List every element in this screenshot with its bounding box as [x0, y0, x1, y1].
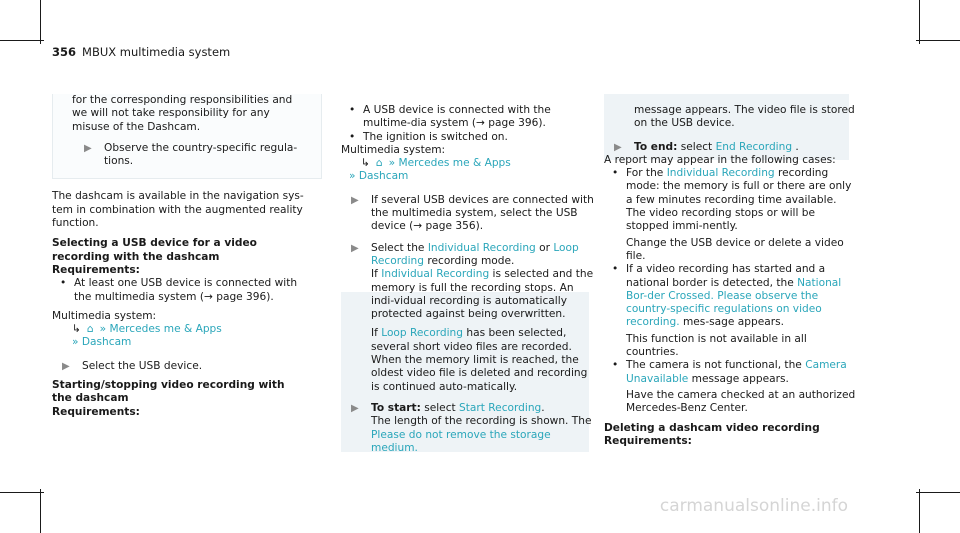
requirement-item	[341, 131, 596, 144]
step-text: Select the USB device.	[82, 359, 203, 372]
case-text: For the	[626, 167, 667, 180]
crop-mark	[919, 0, 920, 44]
note-text: If	[371, 327, 382, 340]
nav-dashcam[interactable]: Dashcam	[81, 336, 132, 349]
bullet-icon: •	[612, 263, 619, 276]
step-arrow-icon: ▶	[614, 141, 622, 153]
case-text: If a video recording has started and a national border is detected, the	[626, 263, 826, 289]
step-arrow-icon: ▶	[351, 194, 359, 206]
intro-text: for the corresponding responsibilities and we will not take responsibility for any misuse of the Dashcam.	[72, 94, 293, 133]
step-text: select	[677, 140, 716, 153]
nav-chevron-icon: »	[349, 170, 356, 183]
bullet-icon: •	[349, 130, 356, 143]
mode-loop-recording[interactable]: Loop Recording	[371, 241, 579, 267]
step-select-usb	[52, 360, 307, 373]
note-text: has been selected, several short video files are recorded. When the memory limit is reached, the oldest video file is deleted and recording is continued auto-matically.	[371, 327, 588, 393]
border-message: National Bor-der Crossed. Please observe the country-specific regulations on video recording.	[626, 276, 842, 329]
start-label: To start:	[371, 401, 421, 414]
bullet-icon: •	[612, 167, 619, 180]
bullet-icon: •	[612, 359, 619, 372]
nav-arrow-icon: ↳	[361, 157, 370, 170]
step-arrow-icon: ▶	[84, 142, 92, 154]
step-observe	[52, 142, 307, 169]
requirement-item	[52, 277, 307, 304]
case-text: recording mode: the memory is full or there are only a few minutes recording time available. The video recording stops or will be stopped immi-nently.	[626, 167, 852, 233]
heading-select-usb: Selecting a USB device for a video recording with the dashcam	[52, 237, 257, 263]
bullet-icon: •	[60, 277, 67, 290]
heading-delete: Deleting a dashcam video recording	[604, 421, 820, 434]
crop-mark	[919, 489, 920, 533]
page-number: 356	[52, 45, 77, 59]
message-continued: message appears. The video file is stored on the USB device.	[634, 104, 855, 130]
nav-path	[52, 323, 307, 336]
crop-mark	[40, 489, 41, 533]
watermark: carmanualsonline.info	[659, 495, 848, 516]
end-label: To end:	[634, 140, 678, 153]
requirement-text: A USB device is connected with the multime-dia system (→ page 396).	[363, 104, 551, 130]
nav-arrow-icon: ↳	[72, 323, 81, 336]
case-note: Have the camera checked at an authorized Mercedes-Benz Center.	[626, 388, 856, 415]
mode-individual-recording[interactable]: Individual Recording	[381, 268, 490, 281]
mode-individual-recording[interactable]: Individual Recording	[427, 241, 536, 254]
multimedia-label: Multimedia system:	[341, 143, 446, 156]
requirement-text: The ignition is switched on.	[363, 130, 508, 143]
nav-chevron-icon: »	[72, 336, 79, 349]
column-1	[52, 94, 307, 419]
requirement-item	[341, 104, 596, 131]
step-text: Select the	[371, 241, 428, 254]
bullet-icon: •	[349, 104, 356, 116]
crop-mark	[0, 492, 44, 493]
case-note: This function is not available in all countries.	[626, 332, 807, 359]
nav-chevron-icon: »	[99, 323, 107, 336]
requirements-label: Requirements:	[604, 434, 692, 447]
case-text: mes-sage appears.	[679, 316, 784, 329]
step-start	[341, 402, 596, 455]
mode-individual-recording[interactable]: Individual Recording	[666, 167, 775, 180]
nav-dashcam[interactable]: Dashcam	[358, 170, 409, 183]
step-arrow-icon: ▶	[62, 360, 70, 372]
page-title: MBUX multimedia system	[82, 45, 231, 59]
home-icon[interactable]: ⌂	[375, 157, 383, 170]
requirements-label: Requirements:	[52, 263, 140, 276]
paragraph-available: The dashcam is available in the navigation sys-tem in combination with the augmented reality function.	[52, 190, 304, 230]
camera-unavailable-message: Camera Unavailable	[626, 359, 847, 385]
step-text: .	[541, 401, 545, 414]
case-text: message appears.	[688, 372, 789, 385]
nav-chevron-icon: »	[388, 157, 396, 170]
start-length-text: The length of the recording is shown. The	[371, 415, 592, 428]
step-text: If several USB devices are connected with the multimedia system, select the USB device (→ page 356).	[371, 193, 594, 233]
home-icon[interactable]: ⌂	[86, 323, 94, 336]
individual-note	[371, 268, 596, 321]
nav-path-dashcam	[52, 336, 307, 349]
note-text: If	[371, 268, 382, 281]
case-text: The camera is not functional, the	[626, 359, 806, 372]
requirement-text: At least one USB device is connected with the multimedia system (→ page 396).	[74, 277, 298, 303]
report-intro: A report may appear in the following cases:	[604, 153, 836, 166]
heading-start-stop: Starting/stopping video recording with the dashcam	[52, 379, 285, 405]
step-text: Observe the country-specific regula-tions.	[104, 141, 298, 168]
nav-path-dashcam	[341, 170, 596, 183]
nav-mercedes-me-apps[interactable]: Mercedes me & Apps	[398, 157, 511, 170]
case-item	[604, 263, 859, 359]
case-item	[604, 167, 859, 263]
column-2	[341, 104, 596, 455]
nav-mercedes-me-apps[interactable]: Mercedes me & Apps	[109, 323, 222, 336]
step-text: recording mode.	[423, 254, 515, 267]
step-text: .	[792, 140, 799, 153]
crop-mark	[916, 40, 960, 41]
step-several-usb	[341, 194, 596, 234]
nav-path	[341, 157, 596, 170]
loop-note	[371, 327, 596, 393]
case-item	[604, 359, 859, 415]
step-arrow-icon: ▶	[351, 402, 359, 414]
multimedia-label: Multimedia system:	[52, 309, 157, 322]
step-select-mode	[341, 242, 596, 394]
case-note: Change the USB device or delete a video file.	[626, 236, 844, 262]
step-end	[604, 141, 859, 154]
mode-loop-recording[interactable]: Loop Recording	[381, 327, 463, 340]
crop-mark	[916, 492, 960, 493]
column-3	[604, 104, 859, 448]
start-recording-button[interactable]: Start Recording	[459, 401, 542, 414]
crop-mark	[40, 0, 41, 44]
note-text: is selected and the memory is full the recording stops. An indi-vidual recording is automatically protected against being overwritten.	[371, 268, 594, 321]
crop-mark	[0, 40, 44, 41]
step-arrow-icon: ▶	[351, 242, 359, 254]
storage-message: Please do not remove the storage medium.	[371, 428, 551, 454]
end-recording-button[interactable]: End Recording	[715, 140, 793, 153]
requirements-label: Requirements:	[52, 405, 140, 418]
step-text: or	[535, 241, 554, 254]
page-header	[52, 46, 230, 59]
step-text: select	[420, 401, 460, 414]
